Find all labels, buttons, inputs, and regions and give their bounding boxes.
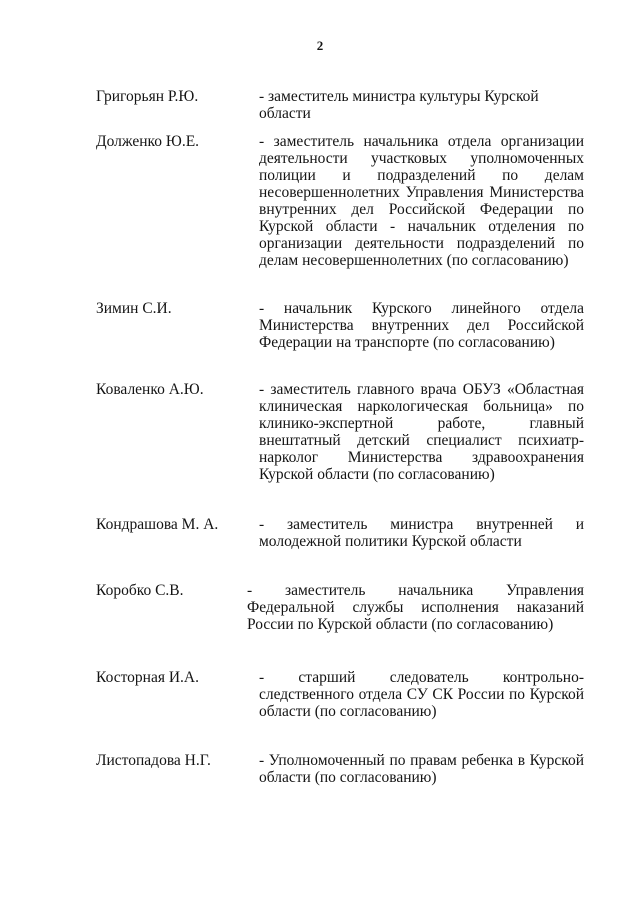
- member-position: - Уполномоченный по правам ребенка в Курской области (по согласованию): [259, 752, 584, 786]
- member-position: - заместитель министра внутренней и молодежной политики Курской области: [259, 516, 584, 550]
- member-position: - заместитель начальника отдела организации деятельности участковых уполномоченных полиции и подразделений по делам несовершеннолетних Управления Министерства внутренних дел Российской Федерации по Курской области - начальник отделения по организации деятельности подразделений по делам несовершеннолетних (по согласованию): [259, 133, 584, 269]
- member-position: - заместитель главного врача ОБУЗ «Областная клиническая наркологическая больница» по клинико-экспертной работе, главный внештатный детский специалист психиатр-нарколог Министерства здравоохранения Курской области (по согласованию): [259, 381, 584, 483]
- member-name: Коваленко А.Ю.: [96, 381, 204, 398]
- member-name: Косторная И.А.: [96, 669, 199, 686]
- member-name: Григорьян Р.Ю.: [96, 88, 199, 105]
- member-name: Кондрашова М. А.: [96, 516, 219, 533]
- member-position: - заместитель начальника Управления Федеральной службы исполнения наказаний России по Курской области (по согласованию): [247, 582, 584, 633]
- member-position: - начальник Курского линейного отдела Министерства внутренних дел Российской Федерации на транспорте (по согласованию): [259, 300, 584, 351]
- member-position: - старший следователь контрольно-следственного отдела СУ СК России по Курской области (по согласованию): [259, 669, 584, 720]
- member-name: Долженко Ю.Е.: [96, 133, 200, 150]
- member-name: Зимин С.И.: [96, 300, 172, 317]
- member-name: Листопадова Н.Г.: [96, 752, 211, 769]
- member-position: - заместитель министра культуры Курской области: [259, 88, 539, 122]
- member-name: Коробко С.В.: [96, 582, 184, 599]
- page-number: 2: [316, 38, 324, 53]
